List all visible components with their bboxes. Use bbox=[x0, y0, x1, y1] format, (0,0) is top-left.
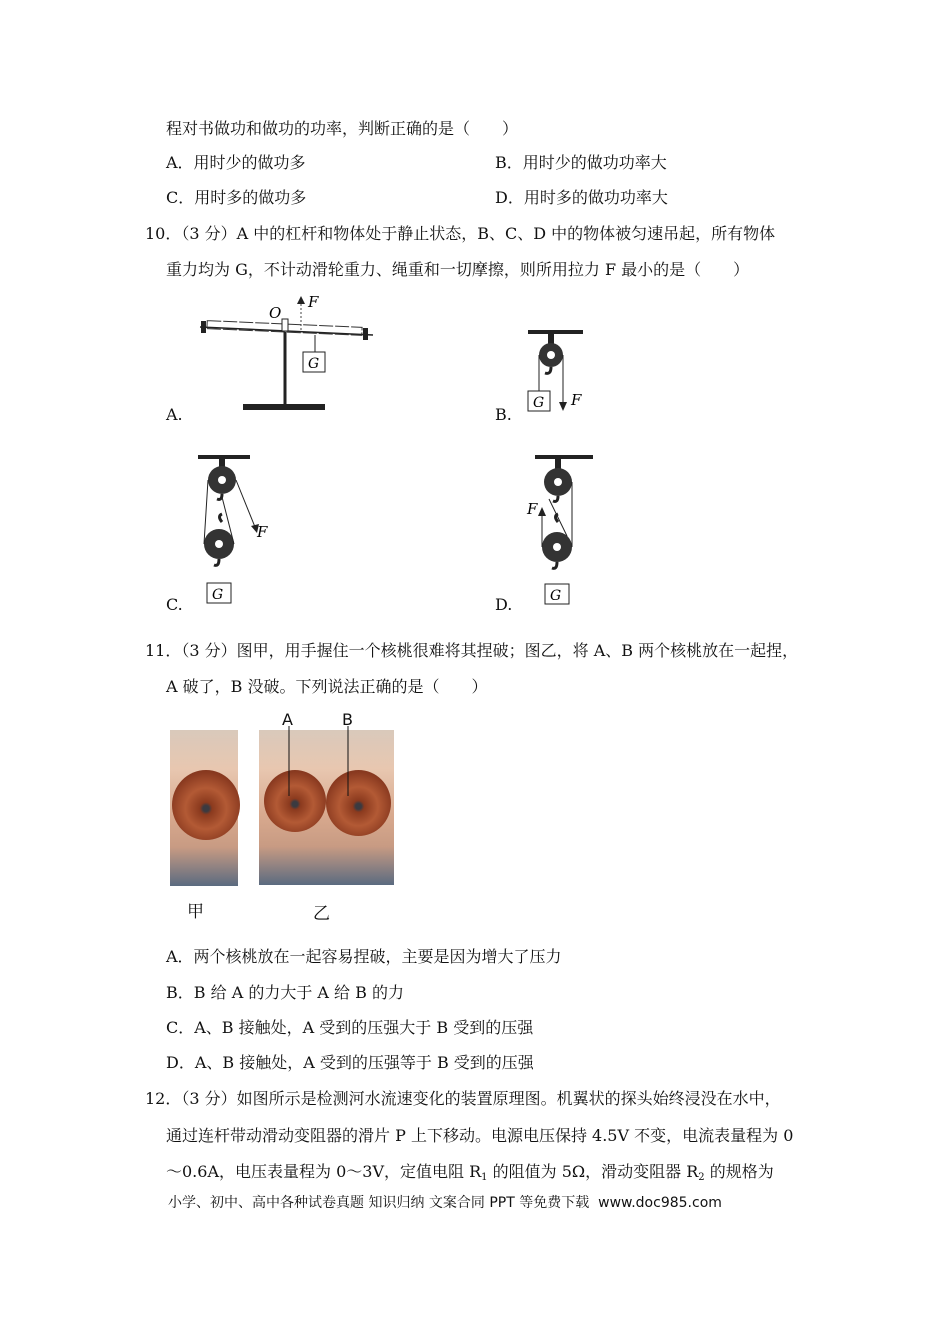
q12-stem-line2: 通过连杆带动滑动变阻器的滑片 P 上下移动。电源电压保持 4.5V 不变，电流表量程为 0 bbox=[166, 1126, 794, 1145]
q9-stem-tail: 程对书做功和做功的功率，判断正确的是（ ） bbox=[166, 119, 519, 138]
lever-diagram bbox=[195, 292, 380, 417]
q10-fig-a-label: A. bbox=[166, 405, 183, 424]
r1-subscript: 1 bbox=[481, 1172, 488, 1183]
caption-jia: 甲 bbox=[187, 902, 204, 922]
q9-option-b: B．用时少的做功功率大 bbox=[495, 153, 667, 172]
q11-option-d: D．A、B 接触处，A 受到的压强等于 B 受到的压强 bbox=[166, 1053, 534, 1072]
q9-option-d: D．用时多的做功功率大 bbox=[495, 188, 668, 207]
q11-stem-line2: A 破了，B 没破。下列说法正确的是（ ） bbox=[166, 677, 488, 696]
svg-text:G: G bbox=[550, 588, 562, 604]
svg-text:G: G bbox=[212, 587, 224, 603]
q9-option-a: A．用时少的做功多 bbox=[166, 153, 306, 172]
pulley-block-c-diagram bbox=[195, 452, 280, 612]
fixed-pulley-diagram bbox=[520, 325, 600, 420]
walnut-label-a: A bbox=[282, 710, 293, 729]
q12-stem-line3 bbox=[166, 1162, 774, 1188]
q11-option-a: A．两个核桃放在一起容易捏破，主要是因为增大了压力 bbox=[166, 947, 562, 966]
caption-yi: 乙 bbox=[313, 904, 330, 924]
svg-text:G: G bbox=[308, 356, 320, 372]
walnut-photo-jia bbox=[170, 730, 238, 886]
q10-stem-line1: 10．（3 分）A 中的杠杆和物体处于静止状态，B、C、D 中的物体被匀速吊起，所有物体 bbox=[145, 224, 776, 243]
svg-text:O: O bbox=[269, 304, 282, 322]
svg-text:G: G bbox=[533, 395, 545, 411]
footer-banner bbox=[168, 1192, 722, 1212]
svg-text:F: F bbox=[257, 523, 268, 541]
r2-subscript: 2 bbox=[698, 1172, 705, 1183]
q12-line3-part-b: 的阻值为 5Ω，滑动变阻器 R bbox=[487, 1162, 699, 1181]
walnut-label-b: B bbox=[342, 710, 353, 729]
walnut-leader-lines bbox=[259, 712, 394, 812]
svg-text:F: F bbox=[527, 500, 538, 518]
q10-fig-c-label: C. bbox=[166, 595, 183, 614]
q12-line3-part-c: 的规格为 bbox=[704, 1162, 774, 1181]
q12-line3-part-a: ～0.6A，电压表量程为 0～3V，定值电阻 R bbox=[166, 1162, 482, 1181]
q10-stem-line2: 重力均为 G，不计动滑轮重力、绳重和一切摩擦，则所用拉力 F 最小的是（ ） bbox=[166, 260, 750, 279]
q12-stem-line1: 12．（3 分）如图所示是检测河水流速变化的装置原理图。机翼状的探头始终浸没在水中， bbox=[145, 1089, 781, 1108]
q10-fig-d-label: D. bbox=[495, 595, 513, 614]
q9-option-c: C．用时多的做功多 bbox=[166, 188, 307, 207]
q11-stem-line1: 11．（3 分）图甲，用手握住一个核桃很难将其捏破；图乙，将 A、B 两个核桃放在一起捏， bbox=[145, 641, 799, 660]
footer-url[interactable]: www.doc985.com bbox=[598, 1195, 722, 1211]
q10-fig-b-label: B. bbox=[495, 405, 512, 424]
walnut bbox=[172, 770, 240, 840]
svg-text:F: F bbox=[308, 293, 319, 311]
q11-option-b: B．B 给 A 的力大于 A 给 B 的力 bbox=[166, 983, 404, 1002]
svg-text:F: F bbox=[571, 391, 582, 409]
footer-text: 小学、初中、高中各种试卷真题 知识归纳 文案合同 PPT 等免费下载 bbox=[168, 1195, 590, 1211]
q11-option-c: C．A、B 接触处，A 受到的压强大于 B 受到的压强 bbox=[166, 1018, 534, 1037]
pulley-block-d-diagram bbox=[525, 452, 600, 612]
